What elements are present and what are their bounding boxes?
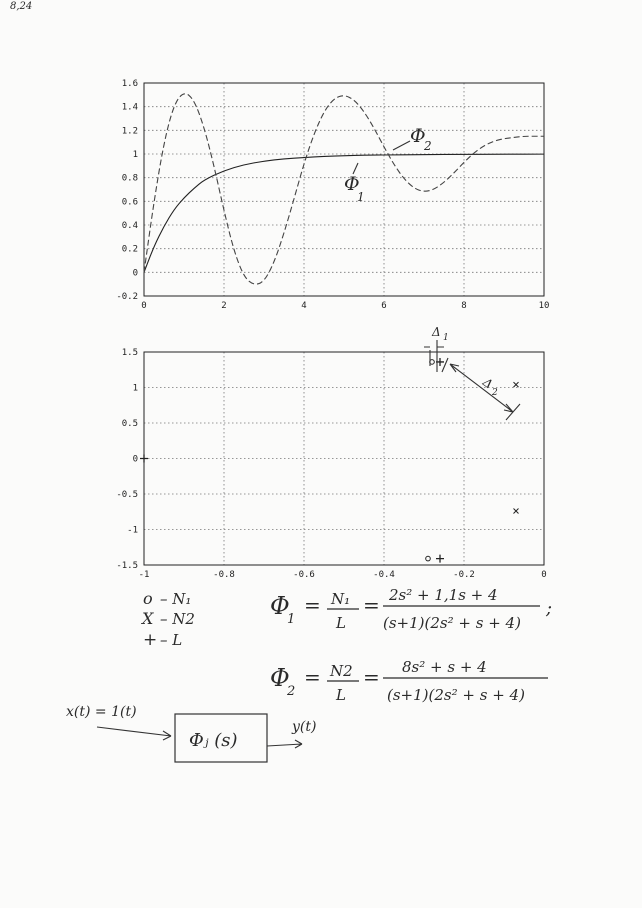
page-number: 8,24 — [10, 1, 33, 12]
legend-item-n2 — [140, 609, 195, 628]
formula-phi1-numerator: 2s² + 1,1s + 4 — [389, 586, 498, 604]
chart1-y-tick-label: 1.2 — [121, 126, 138, 137]
formula-phi1-subscript: 1 — [287, 612, 296, 627]
chart2-x-tick-label: -0.4 — [373, 570, 395, 580]
formula-phi1-ratio-num: N₁ — [331, 590, 351, 608]
pole-marker-l — [140, 455, 148, 463]
chart2-x-ticks — [139, 570, 547, 580]
chart2-y-tick-label: 1.5 — [121, 348, 138, 358]
legend-text-n1: – N₁ — [160, 590, 192, 608]
chart1-x-tick-label: 0 — [141, 301, 147, 311]
chart1-x-tick-label: 8 — [461, 301, 467, 311]
delta2-subscript: 2 — [492, 388, 498, 398]
phi1-label: Φ — [344, 173, 360, 195]
delta2-label: Δ — [480, 374, 496, 392]
legend-text-n2: – N2 — [160, 610, 195, 628]
zero-marker-n1 — [426, 556, 431, 561]
chart1-y-tick-label: 0 — [132, 268, 138, 279]
chart1-x-tick-label: 10 — [538, 301, 550, 311]
formula-phi1-denominator: (s+1)(2s² + s + 4) — [383, 614, 521, 632]
formula-phi2-numerator: 8s² + s + 4 — [402, 658, 487, 676]
step-response-chart — [116, 79, 549, 311]
legend-symbol-x: X — [142, 609, 154, 628]
delta1-bracket — [424, 340, 444, 372]
zero-marker-n2 — [514, 509, 519, 514]
formula-phi2-equals-2: = — [363, 665, 380, 689]
chart2-y-tick-label: -1 — [127, 525, 138, 536]
legend-item-n1 — [143, 589, 191, 608]
chart2-x-tick-label: -0.8 — [213, 570, 235, 580]
chart2-y-tick-label: 0.5 — [121, 419, 138, 429]
chart2-x-tick-label: 0 — [541, 570, 547, 580]
delta2-arrow — [442, 358, 520, 420]
legend-item-l — [143, 630, 182, 650]
phi1-curve — [144, 154, 544, 272]
chart2-points — [140, 358, 519, 563]
chart1-y-tick-label: 0.2 — [121, 244, 138, 255]
transfer-block-label: Φⱼ (s) — [189, 730, 238, 751]
delta1-label: Δ — [432, 325, 441, 339]
chart1-y-ticks — [116, 79, 138, 302]
chart1-y-tick-label: 1.4 — [121, 102, 138, 113]
chart1-y-tick-label: 0.4 — [121, 221, 138, 231]
formula-phi1-semicolon: ; — [546, 598, 553, 619]
chart2-y-tick-label: 0 — [132, 454, 138, 465]
chart1-y-tick-label: 0.8 — [121, 173, 138, 184]
chart2-x-tick-label: -0.6 — [293, 570, 315, 580]
phi2-subscript: 2 — [424, 139, 432, 153]
chart2-x-tick-label: -0.2 — [453, 570, 475, 580]
block-output-label: y(t) — [292, 719, 317, 735]
chart1-y-tick-label: 1.6 — [121, 79, 138, 89]
chart2-y-tick-label: 1 — [132, 383, 138, 394]
phi1-subscript: 1 — [357, 190, 365, 204]
chart1-y-tick-label: 0.6 — [121, 197, 138, 208]
formula-phi1-symbol: Φ — [270, 592, 290, 620]
phi2-label: Φ — [410, 125, 426, 147]
legend-text-l: – L — [160, 631, 183, 649]
chart1-y-tick-label: 1 — [132, 150, 138, 160]
formula-phi2-subscript: 2 — [287, 684, 296, 699]
block-input-label: x(t) = 1(t) — [66, 704, 137, 720]
chart2-y-tick-label: -0.5 — [116, 490, 138, 500]
formula-phi1-ratio-den: L — [336, 614, 346, 632]
chart1-y-tick-label: -0.2 — [116, 292, 138, 302]
formula-phi2-ratio-num: N2 — [330, 662, 353, 680]
formula-phi2-symbol: Φ — [270, 664, 290, 692]
chart1-x-tick-label: 4 — [301, 301, 307, 311]
legend-symbol-o: o — [143, 589, 153, 608]
delta1-subscript: 1 — [443, 333, 449, 343]
chart2-y-tick-label: -1.5 — [116, 561, 138, 571]
block-diagram — [66, 704, 316, 762]
chart1-x-tick-label: 2 — [221, 301, 227, 311]
formula-phi1-equals-2: = — [363, 593, 380, 617]
chart1-x-tick-label: 6 — [381, 301, 387, 311]
marker-legend — [140, 589, 195, 650]
pole-marker-l — [436, 555, 444, 563]
formula-phi2-equals: = — [304, 665, 321, 689]
formula-phi2 — [270, 658, 548, 704]
formula-phi2-denominator: (s+1)(2s² + s + 4) — [387, 686, 525, 704]
chart1-x-ticks — [141, 301, 549, 311]
chart2-x-tick-label: -1 — [138, 570, 150, 580]
formula-phi2-ratio-den: L — [336, 686, 346, 704]
output-arrow — [267, 740, 302, 748]
formula-phi1-equals: = — [304, 593, 321, 617]
input-arrow — [97, 727, 171, 740]
chart2-y-ticks — [116, 348, 138, 571]
legend-symbol-plus: + — [143, 630, 158, 650]
formula-phi1 — [270, 586, 552, 632]
zero-marker-n2 — [514, 382, 519, 387]
pole-zero-chart — [116, 325, 546, 580]
phi2-leader-line — [393, 141, 410, 150]
